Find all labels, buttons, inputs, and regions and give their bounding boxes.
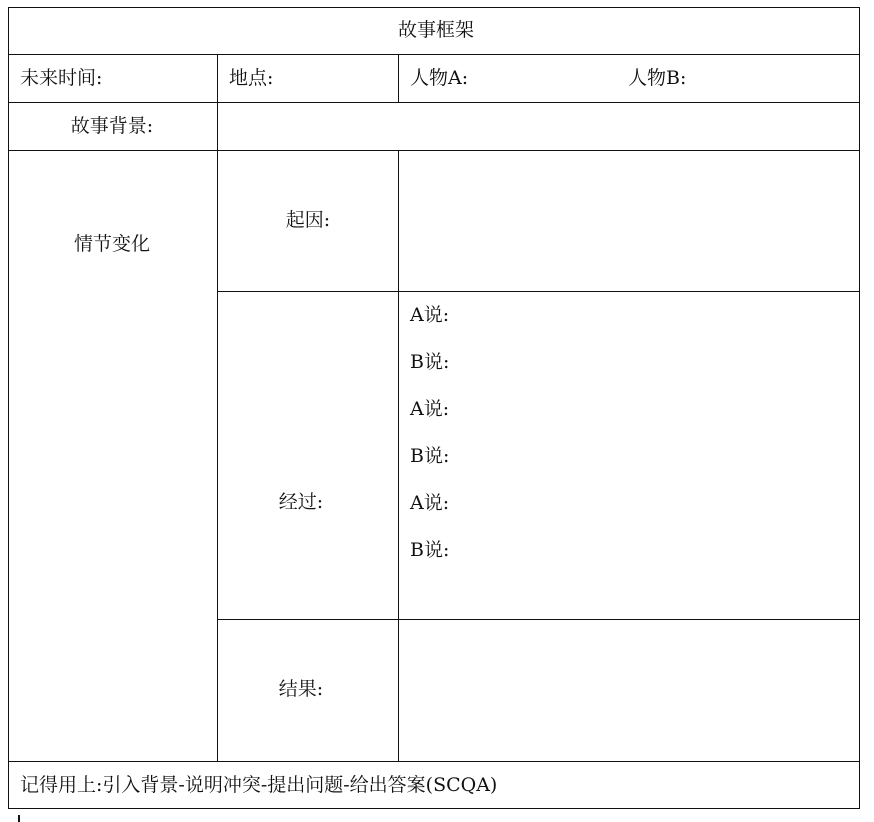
result-label: 结果: — [278, 678, 324, 700]
cause-label: 起因: — [285, 209, 331, 231]
dialogue-line: B说: — [410, 539, 450, 561]
dialogue-line: B说: — [410, 445, 450, 467]
place-label: 地点: — [229, 67, 274, 89]
future-time-label: 未来时间: — [20, 67, 103, 89]
background-cell[interactable] — [219, 104, 859, 149]
text-cursor-mark — [18, 815, 20, 822]
dialogue-line: A说: — [410, 304, 450, 326]
rule-below-info-row — [8, 102, 860, 103]
rule-above-footer — [8, 761, 860, 762]
rule-below-cause — [217, 291, 860, 292]
col-divider-2-info — [398, 54, 399, 102]
table-title: 故事框架 — [397, 19, 475, 41]
footer-note: 记得用上:引入背景-说明冲突-提出问题-给出答案(SCQA) — [20, 774, 498, 796]
process-label: 经过: — [278, 491, 324, 513]
person-b-label: 人物B: — [628, 67, 687, 89]
person-a-label: 人物A: — [410, 67, 469, 89]
rule-below-title — [8, 54, 860, 55]
background-label: 故事背景: — [70, 115, 154, 137]
dialogue-line: B说: — [410, 351, 450, 373]
rule-below-background — [8, 150, 860, 151]
cause-cell[interactable] — [400, 152, 859, 290]
col-divider-2-plot — [398, 150, 399, 761]
rule-below-process — [217, 619, 860, 620]
dialogue-line: A说: — [410, 492, 450, 514]
dialogue-line: A说: — [410, 398, 450, 420]
plot-label: 情节变化 — [73, 233, 151, 255]
col-divider-1 — [217, 54, 218, 761]
result-cell[interactable] — [400, 621, 859, 760]
